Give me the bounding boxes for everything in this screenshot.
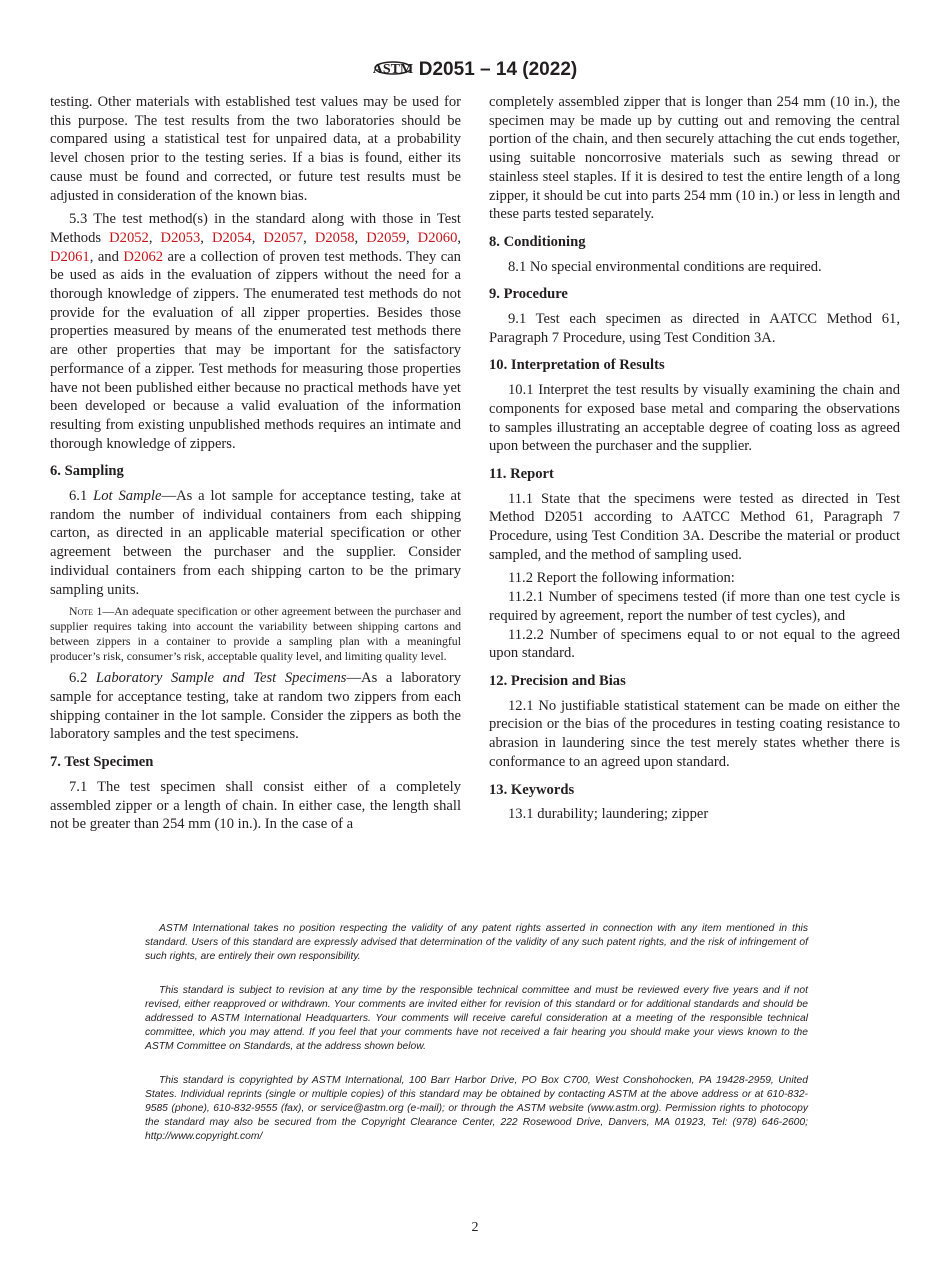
section-heading: 9. Procedure (489, 286, 568, 303)
page-number: 2 (471, 1220, 479, 1235)
note-1: Note 1—An adequate specification or other agreement between the purchaser and supplier requires taking into account the variability between shipping cartons and between zippers in a container to provide a sampling plan with a meaningful producer’s risk, consumer’s risk, acceptable quality level, and limiting quality level. (50, 604, 461, 664)
reference-link-d2054[interactable]: D2054 (211, 229, 252, 246)
designation: D2051 – 14 (2022) (418, 59, 578, 80)
reference-link-d2058[interactable]: D2058 (314, 229, 355, 246)
page-header (0, 55, 950, 81)
reference-link-d2052[interactable]: D2052 (109, 229, 149, 246)
section-heading: 12. Precision and Bias (489, 672, 626, 689)
paragraph-6-1: 6.1 Lot Sample—As a lot sample for acceptance testing, take at random the number of individual containers from each shipping carton, as directed in an applicable material specification or other agreement between the purchaser and the supplier. Consider individual containers from each shipping carton to be the primary sampling units. (50, 488, 462, 598)
paragraph-7-1: 7.1 The test specimen shall consist either of a completely assembled zipper or a length of chain. In either case, the length shall not be greater than 254 mm (10 in.). In the case of a (50, 778, 461, 833)
footer-notices (145, 922, 808, 1164)
astm-logo-icon (373, 55, 413, 81)
svg-text:ASTM: ASTM (372, 62, 413, 77)
left-column (50, 93, 461, 839)
reference-link-d2060[interactable]: D2060 (417, 229, 458, 246)
revision-notice: This standard is subject to revision at any time by the responsible technical committee and must be reviewed every five years and if not revised, either reapproved or withdrawn. Your comments are invited either for revision of this standard or for additional standards and should be addressed to ASTM International Headquarters. Your comments will receive careful consideration at a meeting of the responsible technical committee, which you may attend. If you feel that your comments have not received a fair hearing you should make your views known to the ASTM Committee on Standards, at the address shown below. (145, 985, 808, 1052)
paragraph: 9.1 Test each specimen as directed in AATCC Method 61, Paragraph 7 Procedure, using Test Condition 3A. (489, 311, 900, 346)
paragraph: 11.2.1 Number of specimens tested (if more than one test cycle is required by agreement, report the number of test cycles), and (489, 589, 900, 624)
paragraph: 8.1 No special environmental conditions are required. (508, 258, 822, 275)
section-heading: 8. Conditioning (489, 233, 586, 250)
section-heading: 7. Test Specimen (50, 754, 154, 771)
reference-link-d2061[interactable]: D2061 (50, 248, 90, 265)
paragraph: 13.1 durability; laundering; zipper (508, 806, 709, 823)
section-heading: 10. Interpretation of Results (489, 357, 665, 374)
reference-link-d2053[interactable]: D2053 (160, 229, 201, 246)
section-heading: 6. Sampling (50, 463, 124, 480)
paragraph: 11.2 Report the following information: (508, 570, 735, 587)
right-column (489, 93, 900, 829)
paragraph: 12.1 No justifiable statistical statement can be made on either the precision or the bias of the procedures in testing coating resistance to abrasion in laundering since the test merely states whether there is conformance to an agreed upon standard. (489, 697, 900, 770)
paragraph: 10.1 Interpret the test results by visually examining the chain and components for exposed base metal and comparing the observations to samples illustrating an acceptable degree of coating loss as agreed upon between the purchaser and the supplier. (489, 382, 900, 455)
paragraph-5-3: 5.3 The test method(s) in the standard along with those in Test Methods D2052, D2053, D2054, D2057, D2058, D2059, D2060, D2061, and D2062 are a collection of proven test methods. They can be used as aids in the evaluation of zippers without the need for a thorough knowledge of zippers. The enumerated test methods do not provide for the evaluation of all zipper properties. Besides those properties measured by means of the enumerated test methods there are other properties that may be important for the satisfactory performance of a zipper. Test methods for measuring those properties have not been published either because no practical methods have yet been developed or because a valid evaluation of the information resulting from existing unpublished methods requires an intimate and thorough knowledge of zippers. (50, 211, 462, 452)
copyright-notice: This standard is copyrighted by ASTM International, 100 Barr Harbor Drive, PO Box C700, West Conshohocken, PA 19428-2959, United States. Individual reprints (single or multiple copies) of this standard may be obtained by contacting ASTM at the above address or at 610-832-9585 (phone), 610-832-9555 (fax), or service@astm.org (e-mail); or through the ASTM website (www.astm.org). Permission rights to photocopy the standard may also be secured from the Copyright Clearance Center, 222 Rosewood Drive, Danvers, MA 01923, Tel: (978) 646-2600; http://www.copyright.com/ (145, 1075, 808, 1142)
paragraph: 11.1 State that the specimens were tested as directed in Test Method D2051 according to AATCC Method 61, Paragraph 7 Procedure, using Test Condition 3A. Describe the material or product sampled, and the method of sampling used. (489, 490, 900, 563)
reference-links: D2052, D2053, D2054, D2057, D2058, D2059, D2060, D2061, and D2062 (50, 229, 462, 265)
section-heading: 13. Keywords (489, 781, 575, 798)
paragraph: completely assembled zipper that is longer than 254 mm (10 in.), the specimen may be made up by cutting out and removing the central portion of the chain, and then securely attaching the cut ends together, using suitable noncorrosive materials such as sewing thread or stainless steel staples. If it is desired to test the entire length of a long zipper, it should be cut into parts 254 mm (10 in.) or less in length and these parts tested separately. (489, 94, 900, 223)
paragraph-6-2: 6.2 Laboratory Sample and Test Specimens—As a laboratory sample for acceptance testing, take at random two zippers from each shipping container in the lot sample. Consider the zippers as both the laboratory samples and the test specimens. (50, 670, 461, 743)
reference-link-d2057[interactable]: D2057 (263, 229, 304, 246)
patent-notice: ASTM International takes no position respecting the validity of any patent rights asserted in connection with any item mentioned in this standard. Users of this standard are expressly advised that determination of the validity of any such patent rights, and the risk of infringement of such rights, are entirely their own responsibility. (145, 923, 808, 962)
paragraph: 11.2.2 Number of specimens equal to or not equal to the agreed upon standard. (489, 626, 900, 662)
reference-link-d2062[interactable]: D2062 (123, 248, 164, 265)
section-heading: 11. Report (489, 465, 554, 482)
paragraph: testing. Other materials with established test values may be used for this purpose. The test results from the two laboratories should be compared using a statistical test for unpaired data, at a probability level chosen prior to the testing series. If a bias is found, either its cause must be found and corrected, or future test results must be adjusted in consideration of the known bias. (50, 94, 461, 204)
reference-link-d2059[interactable]: D2059 (366, 229, 406, 246)
